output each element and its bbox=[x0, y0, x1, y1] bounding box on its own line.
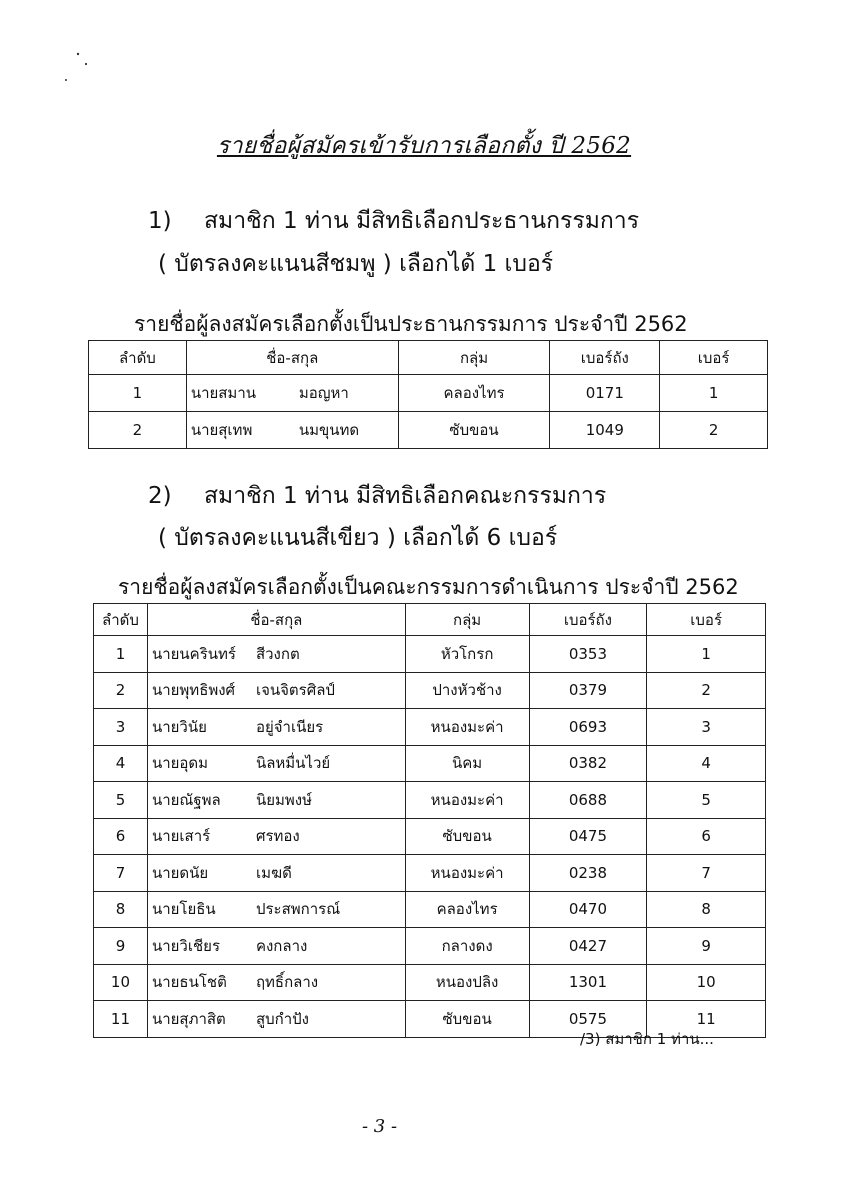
table-row bbox=[94, 891, 766, 928]
row-group: ซับขอน bbox=[405, 1001, 529, 1038]
row-group: หัวโกรก bbox=[405, 636, 529, 673]
row-ballot-number: 5 bbox=[647, 782, 766, 819]
row-ballot-number: 9 bbox=[647, 928, 766, 965]
last-name: มอญหา bbox=[298, 384, 349, 402]
row-group: นิคม bbox=[405, 745, 529, 782]
first-name: นายสุภาสิต bbox=[151, 1009, 226, 1028]
last-name: ศรทอง bbox=[255, 827, 300, 846]
first-name: นายสมาน bbox=[190, 384, 256, 402]
table-row bbox=[94, 964, 766, 1001]
row-name bbox=[147, 1001, 405, 1038]
row-tank-number: 0693 bbox=[529, 709, 647, 746]
row-number: 2 bbox=[89, 412, 187, 449]
last-name: นมขุนทด bbox=[298, 421, 360, 439]
row-ballot-number: 3 bbox=[647, 709, 766, 746]
table-row bbox=[89, 375, 768, 412]
table2-caption: รายชื่อผู้ลงสมัครเลือกตั้งเป็นคณะกรรมการดำเนินการ ประจำปี 2562 bbox=[118, 575, 739, 599]
last-name: ฤทธิ์กลาง bbox=[255, 973, 319, 992]
row-number: 2 bbox=[94, 672, 148, 709]
row-group: กลางดง bbox=[405, 928, 529, 965]
row-tank-number: 0688 bbox=[529, 782, 647, 819]
first-name: นายณัฐพล bbox=[151, 790, 221, 809]
table-row bbox=[94, 745, 766, 782]
row-number: 1 bbox=[94, 636, 148, 673]
table-row bbox=[94, 672, 766, 709]
row-group: หนองมะค่า bbox=[405, 855, 529, 892]
row-tank-number: 1049 bbox=[550, 412, 660, 449]
row-ballot-number: 7 bbox=[647, 855, 766, 892]
last-name: เจนจิตรศิลป์ bbox=[255, 681, 335, 700]
table-row bbox=[94, 709, 766, 746]
table2-header-group: กลุ่ม bbox=[405, 604, 529, 636]
first-name: นายวินัย bbox=[151, 717, 207, 736]
continuation-note: /3) สมาชิก 1 ท่าน... bbox=[580, 1030, 714, 1048]
row-tank-number: 1301 bbox=[529, 964, 647, 1001]
row-name bbox=[147, 818, 405, 855]
table-row bbox=[94, 782, 766, 819]
row-tank-number: 0575 bbox=[529, 1001, 647, 1038]
row-ballot-number: 10 bbox=[647, 964, 766, 1001]
table2-header-row bbox=[94, 604, 766, 636]
row-name bbox=[147, 709, 405, 746]
first-name: นายธนโชติ bbox=[151, 973, 227, 992]
row-group: หนองมะค่า bbox=[405, 782, 529, 819]
first-name: นายสุเทพ bbox=[190, 421, 253, 439]
row-tank-number: 0353 bbox=[529, 636, 647, 673]
table1-header-name: ชื่อ-สกุล bbox=[186, 341, 398, 375]
section1-line2: ( บัตรลงคะแนนสีชมพู ) เลือกได้ 1 เบอร์ bbox=[158, 251, 554, 277]
table-chairman bbox=[88, 340, 768, 449]
first-name: นายอุดม bbox=[151, 754, 209, 773]
table2-header-num: เบอร์ bbox=[647, 604, 766, 636]
last-name: สีวงกต bbox=[255, 644, 300, 663]
section2-line2: ( บัตรลงคะแนนสีเขียว ) เลือกได้ 6 เบอร์ bbox=[158, 525, 558, 551]
section2-text1: สมาชิก 1 ท่าน มีสิทธิเลือกคณะกรรมการ bbox=[204, 483, 607, 509]
section1-number: 1) bbox=[148, 208, 172, 234]
row-number: 6 bbox=[94, 818, 148, 855]
row-name bbox=[147, 636, 405, 673]
row-number: 7 bbox=[94, 855, 148, 892]
row-number: 1 bbox=[89, 375, 187, 412]
scan-specks bbox=[62, 50, 102, 90]
table2-header-no: ลำดับ bbox=[94, 604, 148, 636]
row-name bbox=[147, 672, 405, 709]
section1-text1: สมาชิก 1 ท่าน มีสิทธิเลือกประธานกรรมการ bbox=[204, 208, 640, 234]
row-number: 11 bbox=[94, 1001, 148, 1038]
first-name: นายเสาร์ bbox=[151, 827, 211, 846]
last-name: สูบกำปัง bbox=[255, 1009, 309, 1028]
row-name bbox=[147, 928, 405, 965]
row-name bbox=[147, 782, 405, 819]
table-row bbox=[94, 855, 766, 892]
row-ballot-number: 2 bbox=[647, 672, 766, 709]
row-number: 10 bbox=[94, 964, 148, 1001]
row-name bbox=[186, 412, 398, 449]
row-ballot-number: 1 bbox=[647, 636, 766, 673]
row-name bbox=[147, 745, 405, 782]
row-name bbox=[147, 855, 405, 892]
row-ballot-number: 4 bbox=[647, 745, 766, 782]
table1-header-row bbox=[89, 341, 768, 375]
table-row bbox=[94, 928, 766, 965]
last-name: นิลหมื่นไวย์ bbox=[255, 754, 331, 773]
row-group: ปางหัวช้าง bbox=[405, 672, 529, 709]
last-name: คงกลาง bbox=[255, 936, 308, 955]
row-tank-number: 0470 bbox=[529, 891, 647, 928]
row-ballot-number: 1 bbox=[660, 375, 768, 412]
row-number: 4 bbox=[94, 745, 148, 782]
first-name: นายโยธิน bbox=[151, 900, 216, 919]
table2-header-tank: เบอร์ถัง bbox=[529, 604, 647, 636]
last-name: นิยมพงษ์ bbox=[255, 790, 312, 809]
row-ballot-number: 2 bbox=[660, 412, 768, 449]
row-tank-number: 0238 bbox=[529, 855, 647, 892]
row-group: หนองปลิง bbox=[405, 964, 529, 1001]
table-row bbox=[94, 636, 766, 673]
row-name bbox=[147, 964, 405, 1001]
table1-header-no: ลำดับ bbox=[89, 341, 187, 375]
row-number: 3 bbox=[94, 709, 148, 746]
section2-line1 bbox=[148, 478, 606, 514]
row-ballot-number: 6 bbox=[647, 818, 766, 855]
first-name: นายพุทธิพงศ์ bbox=[151, 681, 236, 700]
table2-header-name: ชื่อ-สกุล bbox=[147, 604, 405, 636]
row-tank-number: 0379 bbox=[529, 672, 647, 709]
row-name bbox=[147, 891, 405, 928]
last-name: ประสพการณ์ bbox=[255, 900, 341, 919]
row-ballot-number: 11 bbox=[647, 1001, 766, 1038]
row-ballot-number: 8 bbox=[647, 891, 766, 928]
row-group: คลองไทร bbox=[398, 375, 550, 412]
table1-caption: รายชื่อผู้ลงสมัครเลือกตั้งเป็นประธานกรรมการ ประจำปี 2562 bbox=[134, 312, 688, 336]
row-group: หนองมะค่า bbox=[405, 709, 529, 746]
row-number: 5 bbox=[94, 782, 148, 819]
row-name bbox=[186, 375, 398, 412]
first-name: นายดนัย bbox=[151, 863, 209, 882]
page-number: - 3 - bbox=[362, 1116, 398, 1137]
row-number: 9 bbox=[94, 928, 148, 965]
section1-line1 bbox=[148, 203, 639, 239]
table1-header-group: กลุ่ม bbox=[398, 341, 550, 375]
row-group: ซับขอน bbox=[405, 818, 529, 855]
table-committee bbox=[93, 603, 766, 1038]
table-row bbox=[89, 412, 768, 449]
row-number: 8 bbox=[94, 891, 148, 928]
last-name: เมฆดี bbox=[255, 863, 292, 882]
row-tank-number: 0427 bbox=[529, 928, 647, 965]
page-title: รายชื่อผู้สมัครเข้ารับการเลือกตั้ง ปี 2562 bbox=[216, 133, 632, 159]
table1-header-num: เบอร์ bbox=[660, 341, 768, 375]
table-row bbox=[94, 818, 766, 855]
row-group: ซับขอน bbox=[398, 412, 550, 449]
row-group: คลองไทร bbox=[405, 891, 529, 928]
last-name: อยู่จำเนียร bbox=[255, 717, 324, 736]
row-tank-number: 0382 bbox=[529, 745, 647, 782]
table1-header-tank: เบอร์ถัง bbox=[550, 341, 660, 375]
row-tank-number: 0475 bbox=[529, 818, 647, 855]
first-name: นายนครินทร์ bbox=[151, 644, 236, 663]
first-name: นายวิเชียร bbox=[151, 936, 220, 955]
section2-number: 2) bbox=[148, 483, 172, 509]
row-tank-number: 0171 bbox=[550, 375, 660, 412]
